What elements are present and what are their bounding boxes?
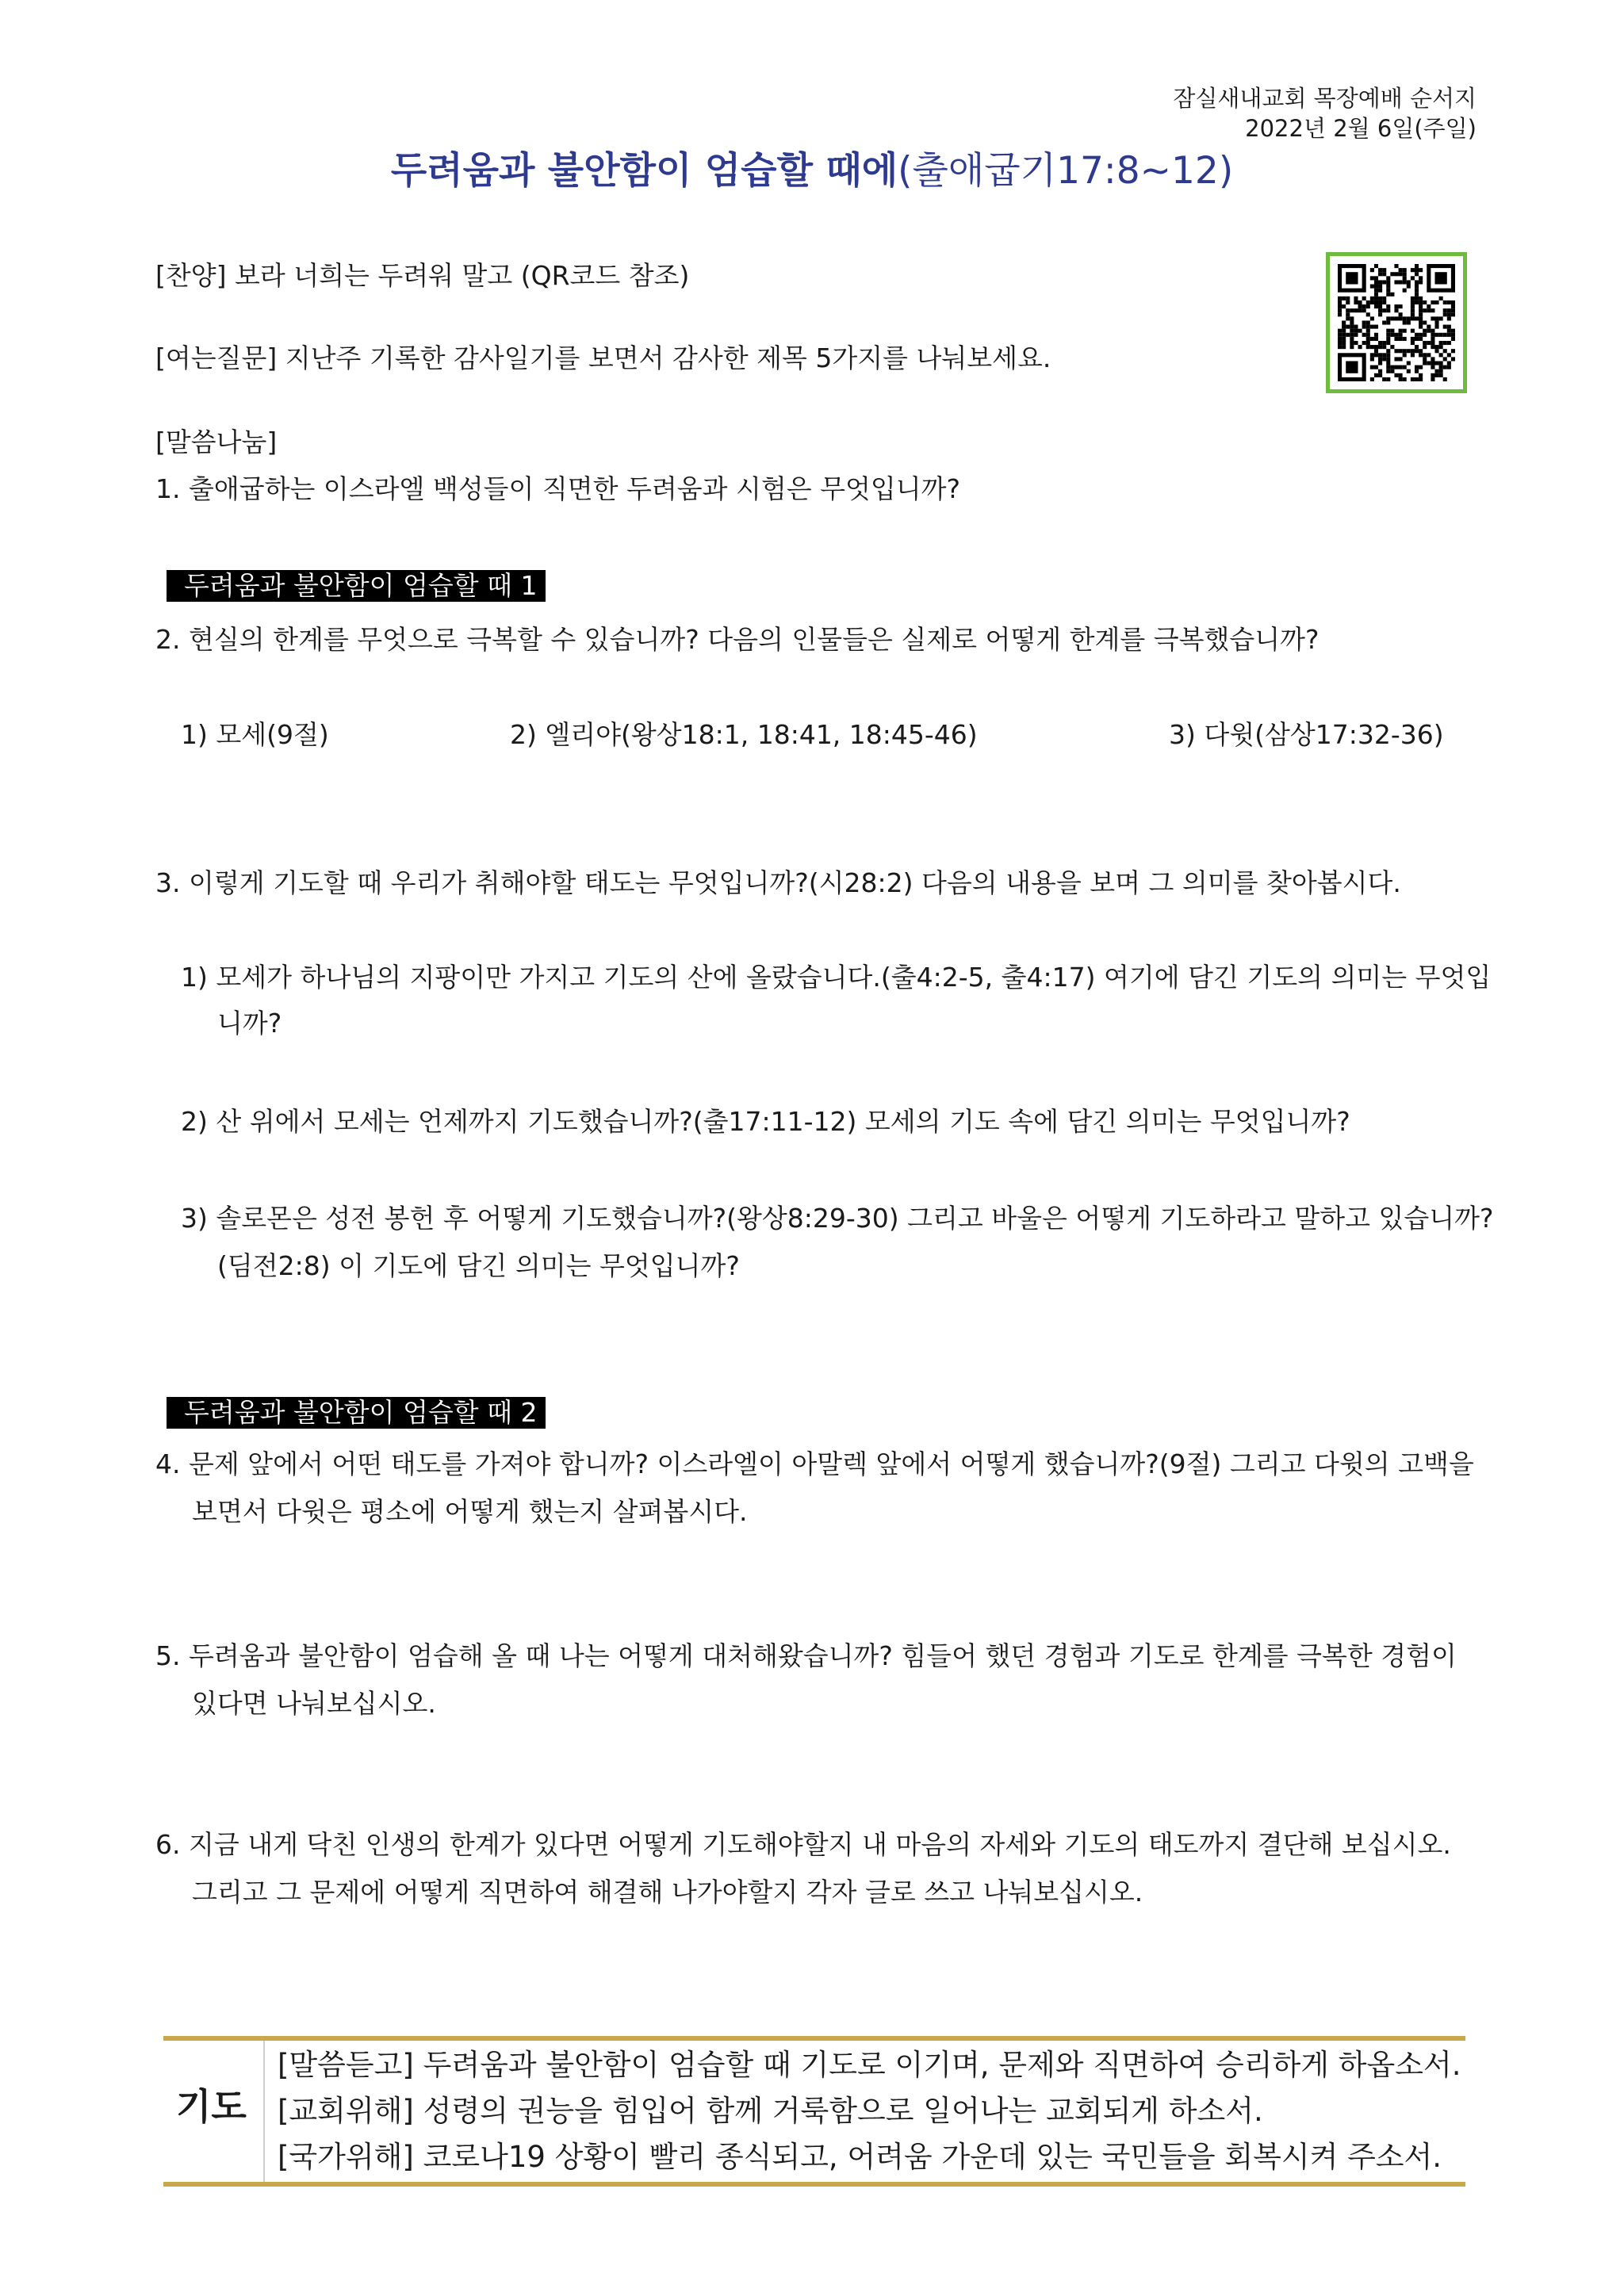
q3-item-1-line1: 1) 모세가 하나님의 지팡이만 가지고 기도의 산에 올랐습니다.(출4:2-5, 출4:17) 여기에 담긴 기도의 의미는 무엇입 [181, 962, 1492, 993]
question-4-line2: 보면서 다윗은 평소에 어떻게 했는지 살펴봅시다. [192, 1496, 748, 1527]
title-reference: (출애굽기17:8~12) [898, 149, 1234, 193]
prayer-top-rule [163, 2036, 1465, 2041]
q2-item-moses: 1) 모세(9절) [181, 719, 329, 750]
q2-item-david: 3) 다윗(삼상17:32-36) [1169, 719, 1444, 750]
q2-item-elijah: 2) 엘리야(왕상18:1, 18:41, 18:45-46) [510, 719, 978, 750]
q3-item-3-line2: (딤전2:8) 이 기도에 담긴 의미는 무엇입니까? [217, 1250, 740, 1281]
qr-code-icon [1338, 264, 1455, 381]
opening-question: [여는질문] 지난주 기록한 감사일기를 보면서 감사한 제목 5가지를 나눠보세요. [155, 342, 1051, 373]
word-sharing-label: [말씀나눔] [155, 427, 278, 457]
q3-item-1-line2: 니까? [217, 1008, 282, 1039]
question-3: 3. 이렇게 기도할 때 우리가 취해야할 태도는 무엇입니까?(시28:2) 다음의 내용을 보며 그 의미를 찾아봅시다. [155, 867, 1401, 898]
question-5-line1: 5. 두려움과 불안함이 엄습해 올 때 나는 어떻게 대처해왔습니까? 힘들어 했던 경험과 기도로 한계를 극복한 경험이 [155, 1640, 1457, 1671]
q3-item-2: 2) 산 위에서 모세는 언제까지 기도했습니까?(출17:11-12) 모세의 기도 속에 담긴 의미는 무엇입니까? [181, 1106, 1350, 1137]
question-6-line1: 6. 지금 내게 닥친 인생의 한계가 있다면 어떻게 기도해야할지 내 마음의 자세와 기도의 태도까지 결단해 보십시오. [155, 1829, 1451, 1860]
service-date: 2022년 2월 6일(주일) [1245, 115, 1477, 142]
section-heading-1: 두려움과 불안함이 엄습할 때 1 [167, 570, 546, 602]
praise-line: [찬양] 보라 너희는 두려워 말고 (QR코드 참조) [155, 260, 690, 291]
prayer-divider [263, 2041, 265, 2182]
q3-item-3-line1: 3) 솔로몬은 성전 봉헌 후 어떻게 기도했습니까?(왕상8:29-30) 그리고 바울은 어떻게 기도하라고 말하고 있습니까? [181, 1203, 1494, 1234]
page-title [0, 149, 1624, 193]
question-5-line2: 있다면 나눠보십시오. [192, 1688, 436, 1719]
prayer-label: 기도 [176, 2085, 247, 2128]
qr-code [1326, 252, 1467, 393]
question-4-line1: 4. 문제 앞에서 어떤 태도를 가져야 합니까? 이스라엘이 아말렉 앞에서 어떻게 했습니까?(9절) 그리고 다윗의 고백을 [155, 1448, 1474, 1479]
prayer-line-church: [교회위해] 성령의 권능을 힘입어 함께 거룩함으로 일어나는 교회되게 하소서. [278, 2094, 1263, 2128]
question-6-line2: 그리고 그 문제에 어떻게 직면하여 해결해 나가야할지 각자 글로 쓰고 나눠보십시오. [192, 1877, 1143, 1908]
church-name: 잠실새내교회 목장예배 순서지 [1173, 85, 1477, 112]
title-main: 두려움과 불안함이 엄습할 때에 [390, 149, 898, 193]
prayer-line-nation: [국가위해] 코로나19 상황이 빨리 종식되고, 어려움 가운데 있는 국민들을 회복시켜 주소서. [278, 2140, 1442, 2174]
section-heading-2: 두려움과 불안함이 엄습할 때 2 [167, 1397, 546, 1429]
question-1: 1. 출애굽하는 이스라엘 백성들이 직면한 두려움과 시험은 무엇입니까? [155, 473, 961, 504]
question-2: 2. 현실의 한계를 무엇으로 극복할 수 있습니까? 다음의 인물들은 실제로 어떻게 한계를 극복했습니까? [155, 624, 1320, 655]
prayer-bottom-rule [163, 2182, 1465, 2187]
prayer-line-word: [말씀듣고] 두려움과 불안함이 엄습할 때 기도로 이기며, 문제와 직면하여 승리하게 하옵소서. [278, 2048, 1461, 2082]
